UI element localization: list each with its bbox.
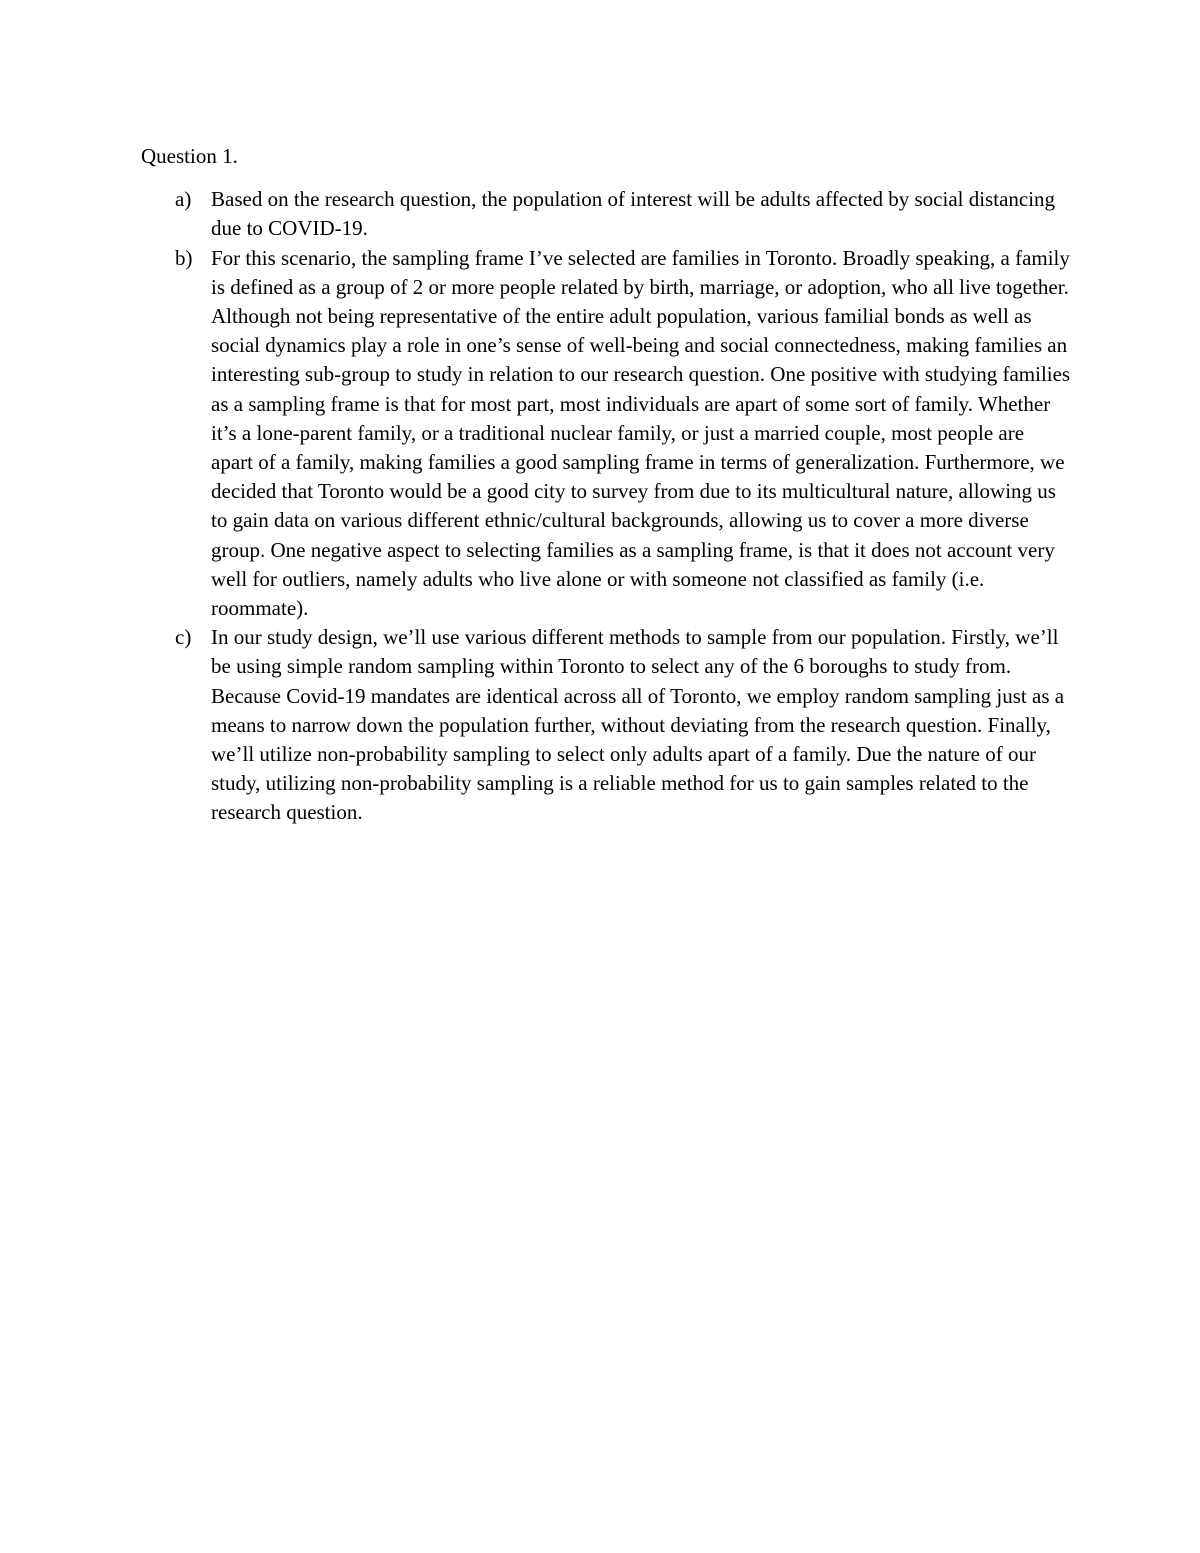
answer-text-b: For this scenario, the sampling frame I’ve selected are families in Toronto. Broadly speaking, a family is defined as a group of 2 or more people related by birth, marriage, or adoption, who all live together. Although not being representative of the entire adult population, various familial bonds as well as social dynamics play a role in one’s sense of well-being and social connectedness, making families an interesting sub-group to study in relation to our research question. One positive with studying families as a sampling frame is that for most part, most individuals are apart of some sort of family. Whether it’s a lone-parent family, or a traditional nuclear family, or just a married couple, most people are apart of a family, making families a good sampling frame in terms of generalization. Furthermore, we decided that Toronto would be a good city to survey from due to its multicultural nature, allowing us to gain data on various different ethnic/cultural backgrounds, allowing us to cover a more diverse group. One negative aspect to selecting families as a sampling frame, is that it does not account very well for outliers, namely adults who live alone or with someone not classified as family (i.e. roommate). (211, 245, 1071, 621)
answer-item-b (141, 244, 1071, 624)
answer-item-a (141, 185, 1071, 243)
document-body (141, 142, 1071, 828)
answer-marker-b: b) (175, 245, 193, 270)
question-title: Question 1. (141, 144, 238, 168)
answer-list (141, 185, 1071, 827)
answer-text-c: In our study design, we’ll use various different methods to sample from our population. Firstly, we’ll be using simple random sampling within Toronto to select any of the 6 boroughs to study from. Because Covid-19 mandates are identical across all of Toronto, we employ random sampling just as a means to narrow down the population further, without deviating from the research question. Finally, we’ll utilize non-probability sampling to select only adults apart of a family. Due the nature of our study, utilizing non-probability sampling is a reliable method for us to gain samples related to the research question. (211, 625, 1065, 825)
answer-marker-a: a) (175, 187, 192, 212)
answer-marker-c: c) (175, 625, 192, 650)
answer-text-a: Based on the research question, the population of interest will be adults affected by social distancing due to COVID-19. (211, 187, 1056, 241)
answer-item-c (141, 623, 1071, 827)
